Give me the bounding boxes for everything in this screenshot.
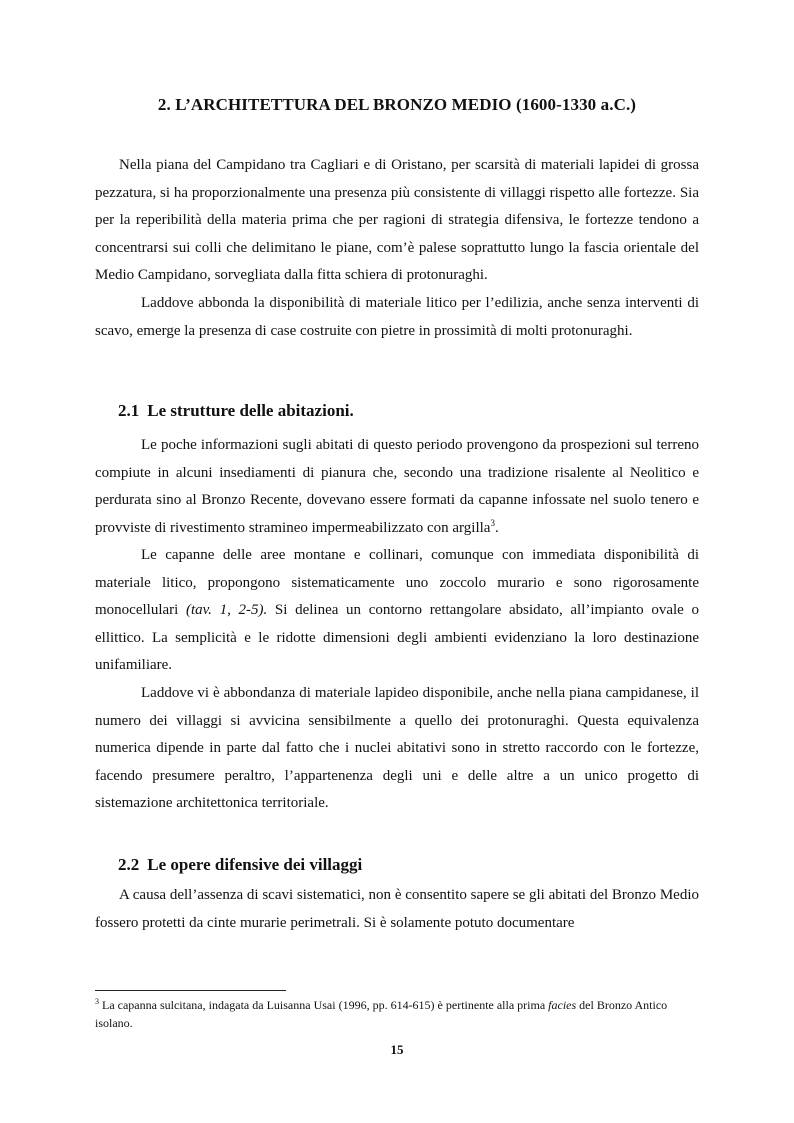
section1-paragraph-2: [95, 542, 699, 680]
section2-paragraph-1: A causa dell’assenza di scavi sistematici, non è consentito sapere se gli abitati del Bronzo Medio fossero protetti da cinte murarie perimetrali. Si è solamente potuto documentare: [95, 887, 699, 931]
footnote-text: La capanna sulcitana, indagata da Luisanna Usai (1996, pp. 614-615) è pertinente alla prima: [99, 998, 549, 1012]
section-heading-2-1: [118, 401, 354, 421]
intro-paragraph-1: Nella piana del Campidano tra Cagliari e di Oristano, per scarsità di materiali lapidei di grossa pezzatura, si ha proporzionalmente una presenza più consistente di villaggi rispetto alle fortezze. Sia per la reperibilità della materia prima che per ragioni di strategia difensiva, le fortezze tendono a concentrarsi sui colli che delimitano le piane, com’è palese soprattutto lungo la fascia orientale del Medio Campidano, sorvegliata dalla fitta schiera di protonuraghi.: [95, 157, 699, 283]
footnote-reference[interactable]: 3: [490, 517, 495, 528]
section-heading-2-2: [118, 855, 362, 875]
section-title-text: Le opere difensive dei villaggi: [147, 855, 363, 874]
footnote: [95, 996, 699, 1032]
section-number: 2.1: [118, 401, 140, 420]
footnote-separator: [95, 990, 286, 991]
section-title-text: Le strutture delle abitazioni.: [147, 401, 354, 420]
intro-paragraph-2: Laddove abbonda la disponibilità di materiale litico per l’edilizia, anche senza interventi di scavo, emerge la presenza di case costruite con pietre in prossimità di molti protonuraghi.: [95, 295, 699, 339]
paragraph-text: Le capanne delle aree montane e collinari, comunque con immediata disponibilità di materiale litico, propongono sistematicamente uno zoccolo murario e sono rigorosamente monocellulari: [95, 547, 699, 618]
section1-paragraph-1: [95, 432, 699, 542]
plate-reference: (tav. 1, 2-5).: [185, 602, 268, 618]
paragraph-end: .: [494, 519, 499, 536]
paragraph-text: Le poche informazioni sugli abitati di questo periodo provengono da prospezioni sul terreno compiute in alcuni insediamenti di pianura che, secondo una tradizione risalente al Neolitico e perdurata sino al Bronzo Recente, dovevano essere formati da capanne infossate nel suolo tenero e provviste di rivestimento stramineo impermeabilizzato con argilla: [95, 437, 699, 536]
section1-paragraph-3: Laddove vi è abbondanza di materiale lapideo disponibile, anche nella piana campidanese, il numero dei villaggi si avvicina sensibilmente a quello dei protonuraghi. Questa equivalenza numerica dipende in parte dal fatto che i nuclei abitativi sono in stretto raccordo con le fortezze, facendo presumere peraltro, l’appartenenza degli uni e delle altre a un unico progetto di sistemazione architettonica territoriale.: [95, 685, 699, 811]
footnote-mark: 3: [95, 997, 99, 1006]
section-number: 2.2: [118, 855, 140, 874]
paragraph-text: Si delinea un contorno rettangolare absidato, all’impianto ovale o ellittico. La semplicità e le ridotte dimensioni degli ambienti evidenziano la loro destinazione unifamiliare.: [95, 602, 699, 673]
footnote-term: facies: [548, 998, 577, 1012]
page-number: 15: [390, 1042, 404, 1057]
footnote-text-end: del Bronzo Antico isolano.: [95, 998, 668, 1030]
chapter-title: 2. L’ARCHITETTURA DEL BRONZO MEDIO (1600-1330 a.C.): [157, 95, 637, 114]
